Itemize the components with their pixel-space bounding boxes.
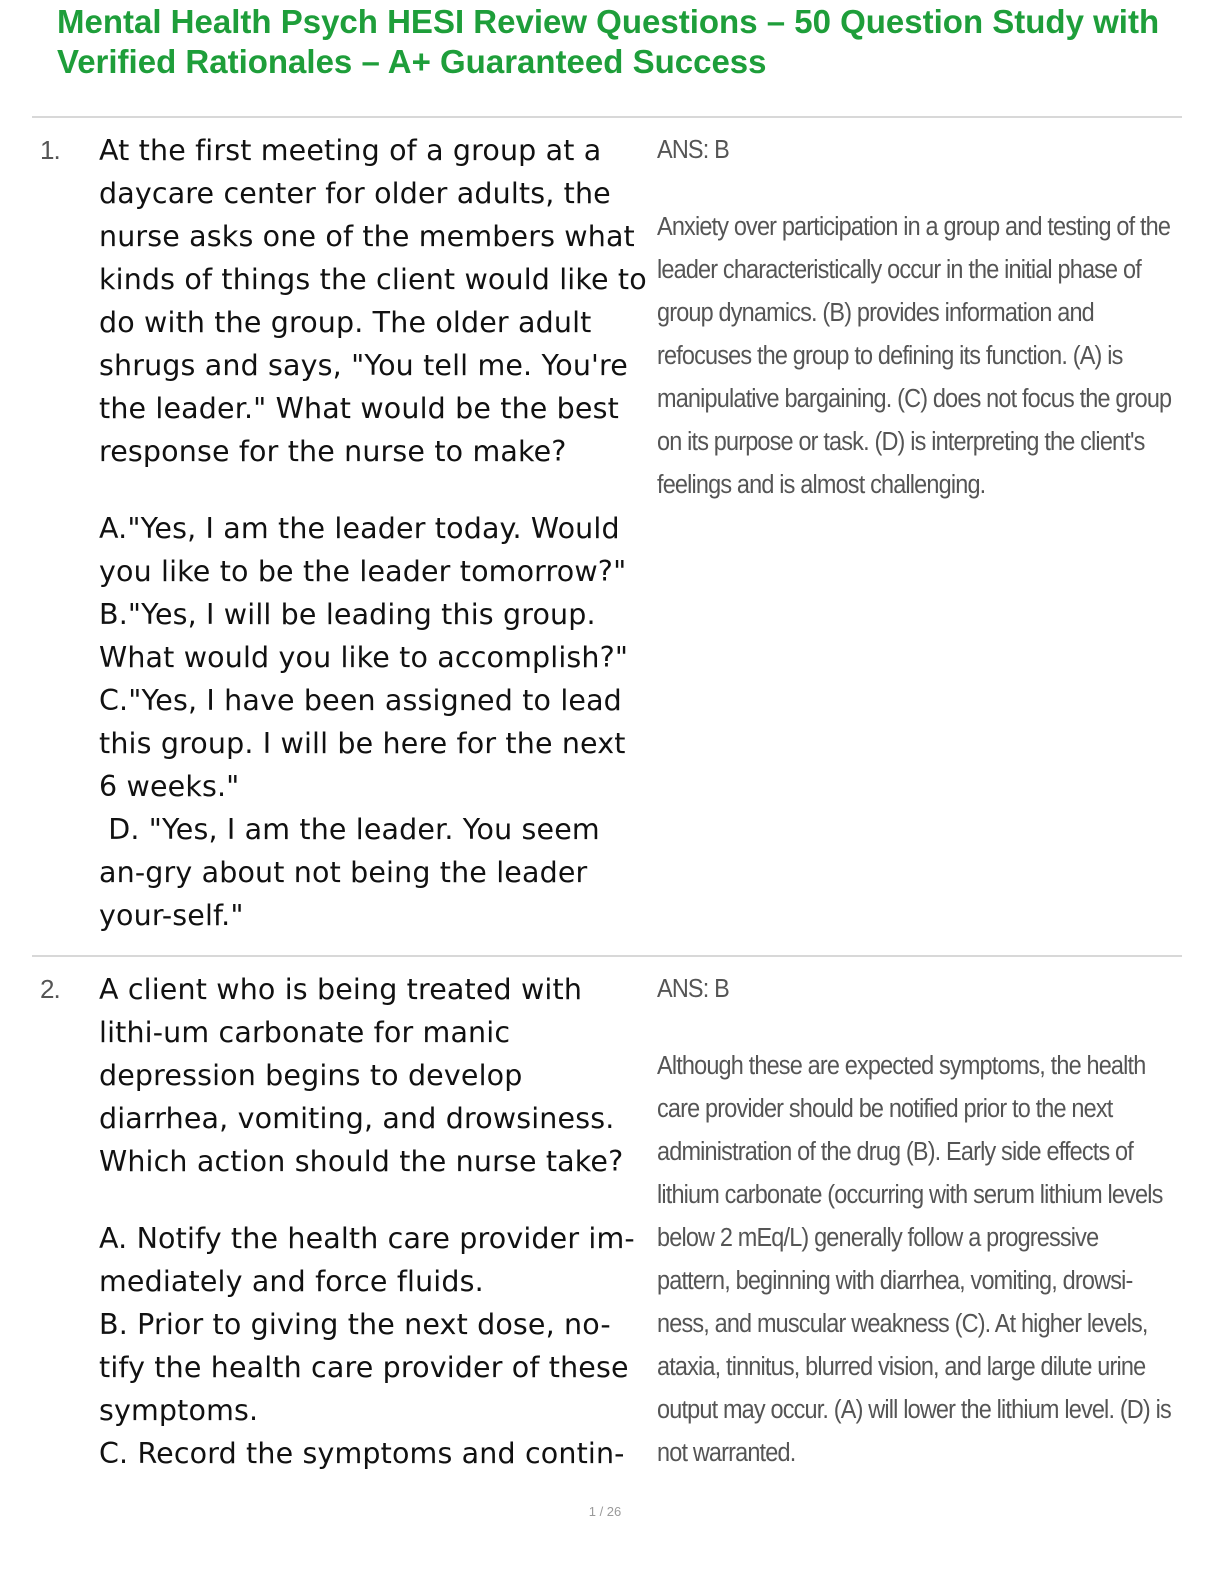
question-number: 1. — [40, 135, 60, 165]
rationale-text: Although these are expected symptoms, the health care provider should be notified prior to the next administration of the drug (B). Early side effects of lithium carbonate (occurring with serum lithium levels below 2 mEq/L) generally follow a progressive pattern, beginning with diarrhea, vomiting, drowsi-ness, and muscular weakness (C). At higher levels, ataxia, tinnitus, blurred vision, and large dilute urine output may occur. (A) will lower the lithium level. (D) is not warranted. — [657, 1052, 1171, 1467]
answer-block — [657, 968, 1172, 1475]
question-block — [99, 968, 649, 1475]
rationale-text: Anxiety over participation in a group and testing of the leader characteristically occur in the initial phase of group dynamics. (B) provides information and refocuses the group to defining its function. (A) is manipulative bargaining. (C) does not focus the group on its purpose or task. (D) is interpreting the client's feelings and is almost challenging. — [657, 213, 1172, 499]
page-indicator: 1 / 26 — [588, 1504, 622, 1519]
answer-key: ANS: B — [657, 975, 729, 1003]
question-stem: A client who is being treated with lithi-um carbonate for manic depression begins to develop diarrhea, vomiting, and drowsiness. Which action should the nurse take? — [99, 973, 624, 1178]
answer-option-b: B. Prior to giving the next dose, no-tify the health care provider of these symptoms. — [99, 1308, 629, 1427]
divider — [32, 116, 1182, 118]
question-number: 2. — [40, 974, 60, 1004]
answer-option-d: D. "Yes, I am the leader. You seem an-gry about not being the leader your-self." — [99, 813, 610, 932]
answer-option-a: A."Yes, I am the leader today. Would you like to be the leader tomorrow?" — [99, 512, 627, 588]
answer-key: ANS: B — [657, 136, 729, 164]
question-stem: At the first meeting of a group at a daycare center for older adults, the nurse asks one of the members what kinds of things the client would like to do with the group. The older adult shrugs and says, "You tell me. You're the leader." What would be the best response for the nurse to make? — [99, 134, 647, 468]
divider — [32, 955, 1182, 957]
answer-option-b: B."Yes, I will be leading this group. What would you like to accomplish?" — [99, 598, 629, 674]
document-title: Mental Health Psych HESI Review Questions – 50 Question Study with Verified Rationales – A+ Guaranteed Success — [57, 3, 1160, 80]
answer-option-c: C."Yes, I have been assigned to lead this group. I will be here for the next 6 weeks." — [99, 684, 626, 803]
answer-option-c: C. Record the symptoms and contin- — [99, 1437, 625, 1470]
answer-block — [657, 129, 1172, 507]
question-block — [99, 129, 649, 937]
answer-option-a: A. Notify the health care provider im-mediately and force fluids. — [99, 1222, 635, 1298]
